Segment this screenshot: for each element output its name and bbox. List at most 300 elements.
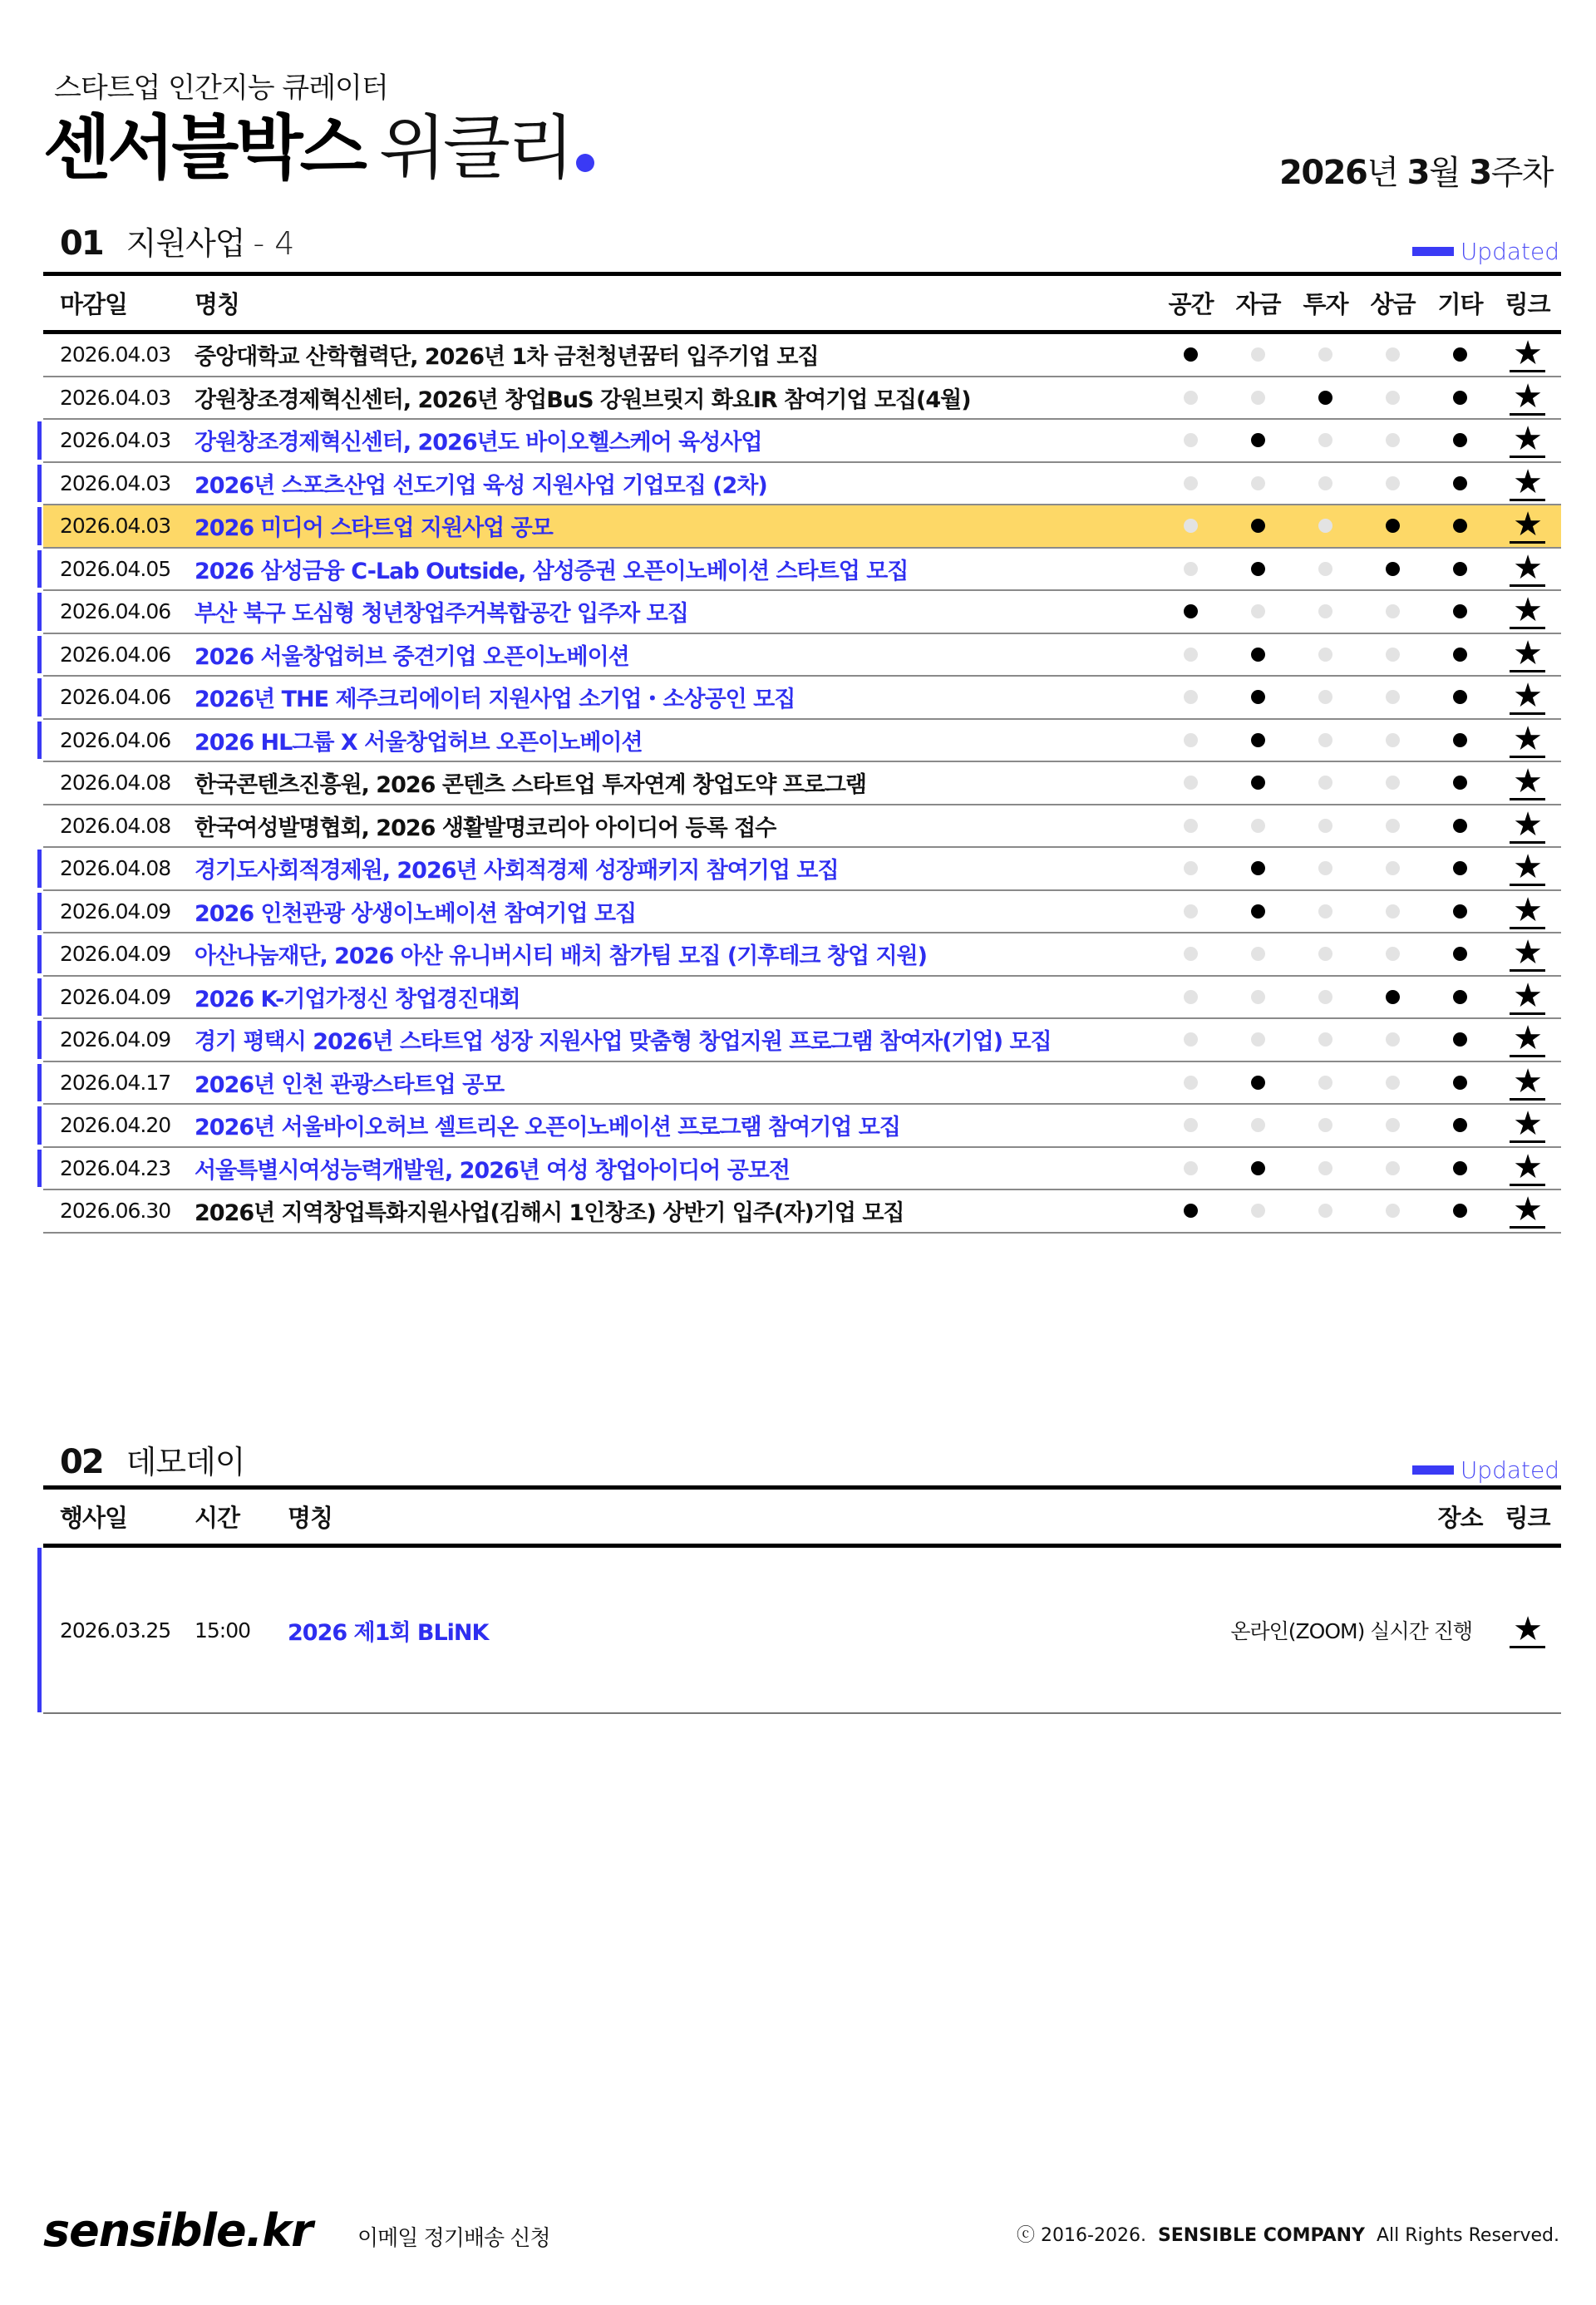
flag-space — [1157, 562, 1224, 576]
star-link-icon[interactable]: ★ — [1510, 380, 1545, 416]
flag-prize — [1359, 347, 1426, 362]
star-link-icon[interactable]: ★ — [1510, 1150, 1545, 1186]
program-name[interactable]: 경기 평택시 2026년 스타트업 성장 지원사업 맞춤형 창업지원 프로그램 참여자(기업) 모집 — [195, 1029, 1052, 1056]
deadline-date: 2026.04.20 — [60, 1113, 171, 1138]
empty-dot-icon — [1386, 1032, 1400, 1047]
program-name[interactable]: 2026년 지역창업특화지원사업(김해시 1인창조) 상반기 입주(자)기업 모집 — [195, 1200, 904, 1227]
table-row — [43, 1148, 1561, 1191]
deadline-date: 2026.04.17 — [60, 1070, 171, 1095]
star-link-icon[interactable]: ★ — [1510, 850, 1545, 886]
empty-dot-icon — [1184, 519, 1198, 533]
flag-space — [1157, 1161, 1224, 1175]
star-link-icon[interactable]: ★ — [1510, 1193, 1545, 1229]
filled-dot-icon — [1251, 519, 1265, 533]
deadline-date: 2026.04.09 — [60, 942, 171, 967]
filled-dot-icon — [1453, 562, 1467, 576]
table-row — [43, 720, 1561, 763]
flag-space — [1157, 648, 1224, 662]
program-name[interactable]: 2026 인천관광 상생이노베이션 참여기업 모집 — [195, 900, 637, 927]
flag-fund — [1224, 391, 1292, 405]
empty-dot-icon — [1318, 1118, 1332, 1132]
empty-dot-icon — [1386, 947, 1400, 961]
empty-dot-icon — [1318, 776, 1332, 790]
star-link-icon[interactable]: ★ — [1510, 679, 1545, 715]
flag-prize — [1359, 904, 1426, 919]
star-link-icon[interactable]: ★ — [1510, 808, 1545, 844]
empty-dot-icon — [1318, 604, 1332, 618]
flag-prize — [1359, 519, 1426, 533]
flag-space — [1157, 776, 1224, 790]
table-row — [43, 377, 1561, 421]
flag-space — [1157, 1204, 1224, 1218]
star-link-icon[interactable]: ★ — [1510, 465, 1545, 501]
filled-dot-icon — [1251, 433, 1265, 447]
empty-dot-icon — [1318, 347, 1332, 362]
deadline-date: 2026.04.03 — [60, 428, 171, 453]
star-link-icon[interactable]: ★ — [1510, 593, 1545, 629]
program-name[interactable]: 2026년 인천 관광스타트업 공모 — [195, 1071, 505, 1098]
section-demoday-heading — [60, 1436, 245, 1482]
flag-invest — [1292, 648, 1359, 662]
table-row — [43, 549, 1561, 592]
table-row — [43, 334, 1561, 377]
event-date: 2026.03.25 — [60, 1618, 171, 1643]
flag-etc — [1426, 1032, 1494, 1047]
star-link-icon[interactable]: ★ — [1510, 422, 1545, 458]
filled-dot-icon — [1251, 648, 1265, 662]
flag-prize — [1359, 1161, 1426, 1175]
flag-invest — [1292, 1076, 1359, 1090]
deadline-date: 2026.04.09 — [60, 899, 171, 923]
flag-etc — [1426, 990, 1494, 1004]
section-number: 02 — [60, 1443, 103, 1481]
empty-dot-icon — [1184, 690, 1198, 704]
empty-dot-icon — [1251, 1204, 1265, 1218]
filled-dot-icon — [1453, 819, 1467, 833]
flag-etc — [1426, 690, 1494, 704]
page-title — [43, 106, 594, 190]
empty-dot-icon — [1251, 819, 1265, 833]
table-row — [43, 420, 1561, 463]
flag-fund — [1224, 433, 1292, 447]
flag-prize — [1359, 819, 1426, 833]
program-name[interactable]: 2026 삼성금융 C-Lab Outside, 삼성증권 오픈이노베이션 스타트업 모집 — [195, 558, 909, 584]
filled-dot-icon — [1318, 391, 1332, 405]
flag-prize — [1359, 733, 1426, 747]
star-link-icon[interactable]: ★ — [1510, 1022, 1545, 1057]
flag-etc — [1426, 861, 1494, 875]
flag-invest — [1292, 433, 1359, 447]
deadline-date: 2026.04.09 — [60, 984, 171, 1009]
demoday-table-header: 행사일 시간 명칭 장소 링크 — [60, 1504, 1550, 1532]
filled-dot-icon — [1453, 690, 1467, 704]
flag-invest — [1292, 776, 1359, 790]
empty-dot-icon — [1318, 861, 1332, 875]
filled-dot-icon — [1386, 990, 1400, 1004]
flag-fund — [1224, 1118, 1292, 1132]
flag-invest — [1292, 861, 1359, 875]
flag-prize — [1359, 690, 1426, 704]
star-link-icon[interactable]: ★ — [1510, 1107, 1545, 1143]
support-table — [43, 272, 1561, 1234]
deadline-date: 2026.04.23 — [60, 1155, 171, 1180]
program-name[interactable]: 강원창조경제혁신센터, 2026년 창업BuS 강원브릿지 화요IR 참여기업 모집(4월) — [195, 387, 971, 413]
deadline-date: 2026.04.08 — [60, 856, 171, 881]
filled-dot-icon — [1184, 604, 1198, 618]
week-number: 3 — [1469, 154, 1491, 192]
table-row — [43, 933, 1561, 977]
empty-dot-icon — [1318, 733, 1332, 747]
deadline-date: 2026.04.08 — [60, 813, 171, 838]
filled-dot-icon — [1453, 733, 1467, 747]
empty-dot-icon — [1318, 562, 1332, 576]
event-place: 온라인(ZOOM) 실시간 진행 — [1230, 1619, 1472, 1643]
empty-dot-icon — [1184, 733, 1198, 747]
filled-dot-icon — [1453, 391, 1467, 405]
empty-dot-icon — [1318, 648, 1332, 662]
table-row — [43, 1019, 1561, 1062]
title-light: 위클리 — [378, 107, 572, 189]
flag-prize — [1359, 604, 1426, 618]
flag-invest — [1292, 904, 1359, 919]
subtitle: 스타트업 인간지능 큐레이터 — [54, 71, 388, 105]
empty-dot-icon — [1184, 476, 1198, 490]
flag-space — [1157, 347, 1224, 362]
deadline-date: 2026.06.30 — [60, 1199, 171, 1224]
program-name[interactable]: 2026 K-기업가정신 창업경진대회 — [195, 986, 520, 1012]
flag-fund — [1224, 776, 1292, 790]
program-name[interactable]: 2026 미디어 스타트업 지원사업 공모 — [195, 515, 553, 542]
star-link-icon[interactable]: ★ — [1510, 722, 1545, 758]
flag-etc — [1426, 1161, 1494, 1175]
flag-prize — [1359, 990, 1426, 1004]
flag-fund — [1224, 947, 1292, 961]
empty-dot-icon — [1184, 562, 1198, 576]
star-link-icon[interactable]: ★ — [1510, 337, 1545, 372]
empty-dot-icon — [1318, 690, 1332, 704]
company-name: SENSIBLE COMPANY — [1157, 2225, 1365, 2246]
copyright: ⓒ 2016-2026. SENSIBLE COMPANY All Rights Reserved. — [1017, 2225, 1559, 2246]
empty-dot-icon — [1318, 433, 1332, 447]
section-name: 지원사업 — [126, 225, 245, 262]
filled-dot-icon — [1453, 947, 1467, 961]
section-support-heading — [60, 218, 294, 263]
flag-space — [1157, 604, 1224, 618]
empty-dot-icon — [1386, 476, 1400, 490]
flag-prize — [1359, 1118, 1426, 1132]
flag-invest — [1292, 519, 1359, 533]
empty-dot-icon — [1318, 519, 1332, 533]
filled-dot-icon — [1184, 347, 1198, 362]
deadline-date: 2026.04.03 — [60, 470, 171, 495]
flag-invest — [1292, 819, 1359, 833]
footer-logo[interactable]: sensible.kr — [43, 2204, 313, 2257]
flag-space — [1157, 1032, 1224, 1047]
program-name[interactable]: 2026년 스포츠산업 선도기업 육성 지원사업 기업모집 (2차) — [195, 472, 767, 499]
program-name[interactable]: 한국여성발명협회, 2026 생활발명코리아 아이디어 등록 접수 — [195, 815, 776, 841]
deadline-date: 2026.04.06 — [60, 685, 171, 710]
empty-dot-icon — [1318, 1204, 1332, 1218]
subscribe-link[interactable]: 이메일 정기배송 신청 — [357, 2226, 550, 2251]
filled-dot-icon — [1251, 1076, 1265, 1090]
program-name[interactable]: 한국콘텐츠진흥원, 2026 콘텐츠 스타트업 투자연계 창업도약 프로그램 — [195, 772, 867, 799]
filled-dot-icon — [1453, 1032, 1467, 1047]
flag-fund — [1224, 1076, 1292, 1090]
empty-dot-icon — [1251, 347, 1265, 362]
empty-dot-icon — [1386, 391, 1400, 405]
empty-dot-icon — [1184, 1161, 1198, 1175]
table-row — [43, 762, 1561, 805]
star-link-icon[interactable]: ★ — [1510, 979, 1545, 1015]
flag-etc — [1426, 904, 1494, 919]
flag-invest — [1292, 347, 1359, 362]
flag-prize — [1359, 861, 1426, 875]
star-link-icon[interactable]: ★ — [1510, 765, 1545, 800]
empty-dot-icon — [1386, 1204, 1400, 1218]
deadline-date: 2026.04.05 — [60, 556, 171, 581]
empty-dot-icon — [1184, 1118, 1198, 1132]
table-row — [43, 677, 1561, 720]
flag-fund — [1224, 604, 1292, 618]
flag-space — [1157, 904, 1224, 919]
flag-fund — [1224, 1032, 1292, 1047]
empty-dot-icon — [1386, 347, 1400, 362]
table-row — [43, 1062, 1561, 1106]
section-count: - 4 — [253, 225, 295, 262]
empty-dot-icon — [1318, 904, 1332, 919]
program-name[interactable]: 2026 HL그룹 X 서울창업허브 오픈이노베이션 — [195, 729, 643, 756]
filled-dot-icon — [1251, 690, 1265, 704]
empty-dot-icon — [1386, 433, 1400, 447]
empty-dot-icon — [1318, 819, 1332, 833]
program-name[interactable]: 경기도사회적경제원, 2026년 사회적경제 성장패키지 참여기업 모집 — [195, 858, 839, 884]
empty-dot-icon — [1386, 1161, 1400, 1175]
empty-dot-icon — [1318, 990, 1332, 1004]
updated-legend: Updated — [1412, 238, 1559, 265]
flag-fund — [1224, 990, 1292, 1004]
flag-space — [1157, 433, 1224, 447]
filled-dot-icon — [1453, 776, 1467, 790]
filled-dot-icon — [1453, 1204, 1467, 1218]
flag-fund — [1224, 562, 1292, 576]
star-link-icon[interactable]: ★ — [1510, 551, 1545, 587]
flag-fund — [1224, 347, 1292, 362]
star-link-icon[interactable]: ★ — [1510, 1613, 1545, 1648]
flag-fund — [1224, 648, 1292, 662]
empty-dot-icon — [1386, 1076, 1400, 1090]
filled-dot-icon — [1386, 562, 1400, 576]
flag-invest — [1292, 1161, 1359, 1175]
empty-dot-icon — [1184, 391, 1198, 405]
table-row — [43, 848, 1561, 891]
empty-dot-icon — [1184, 861, 1198, 875]
flag-space — [1157, 947, 1224, 961]
star-link-icon[interactable]: ★ — [1510, 894, 1545, 929]
flag-prize — [1359, 648, 1426, 662]
flag-etc — [1426, 733, 1494, 747]
empty-dot-icon — [1386, 604, 1400, 618]
star-link-icon[interactable]: ★ — [1510, 637, 1545, 672]
filled-dot-icon — [1453, 347, 1467, 362]
filled-dot-icon — [1184, 1204, 1198, 1218]
flag-invest — [1292, 947, 1359, 961]
flag-etc — [1426, 648, 1494, 662]
table-row — [43, 805, 1561, 849]
table-row — [43, 1190, 1561, 1234]
flag-prize — [1359, 1076, 1426, 1090]
table-row — [43, 1105, 1561, 1148]
flag-invest — [1292, 1118, 1359, 1132]
empty-dot-icon — [1184, 648, 1198, 662]
program-name[interactable]: 서울특별시여성능력개발원, 2026년 여성 창업아이디어 공모전 — [195, 1157, 790, 1184]
flag-prize — [1359, 776, 1426, 790]
program-name[interactable]: 2026년 서울바이오허브 셀트리온 오픈이노베이션 프로그램 참여기업 모집 — [195, 1115, 900, 1141]
program-name[interactable]: 아산나눔재단, 2026 아산 유니버시티 배치 참가팀 모집 (기후테크 창업 지원) — [195, 943, 927, 970]
flag-fund — [1224, 1161, 1292, 1175]
program-name[interactable]: 강원창조경제혁신센터, 2026년도 바이오헬스케어 육성사업 — [195, 430, 762, 456]
flag-space — [1157, 861, 1224, 875]
table-row — [43, 463, 1561, 506]
filled-dot-icon — [1453, 476, 1467, 490]
filled-dot-icon — [1251, 562, 1265, 576]
flag-etc — [1426, 433, 1494, 447]
table-row — [43, 977, 1561, 1020]
filled-dot-icon — [1251, 904, 1265, 919]
flag-prize — [1359, 562, 1426, 576]
event-name[interactable]: 2026 제1회 BLiNK — [288, 1619, 489, 1646]
filled-dot-icon — [1453, 1118, 1467, 1132]
flag-etc — [1426, 1076, 1494, 1090]
empty-dot-icon — [1386, 819, 1400, 833]
deadline-date: 2026.04.03 — [60, 385, 171, 410]
empty-dot-icon — [1251, 604, 1265, 618]
week-year: 2026 — [1278, 154, 1367, 192]
flag-prize — [1359, 391, 1426, 405]
empty-dot-icon — [1251, 391, 1265, 405]
filled-dot-icon — [1453, 990, 1467, 1004]
star-link-icon[interactable]: ★ — [1510, 508, 1545, 544]
flag-space — [1157, 690, 1224, 704]
table-row — [43, 1548, 1561, 1714]
week-month: 3 — [1406, 154, 1430, 192]
flag-prize — [1359, 947, 1426, 961]
deadline-date: 2026.04.09 — [60, 1027, 171, 1052]
title-dot-icon — [576, 154, 594, 172]
filled-dot-icon — [1453, 648, 1467, 662]
flag-fund — [1224, 690, 1292, 704]
flag-space — [1157, 391, 1224, 405]
deadline-date: 2026.04.03 — [60, 342, 171, 367]
empty-dot-icon — [1184, 433, 1198, 447]
star-link-icon[interactable]: ★ — [1510, 1065, 1545, 1101]
flag-fund — [1224, 476, 1292, 490]
filled-dot-icon — [1453, 861, 1467, 875]
program-name[interactable]: 2026 서울창업허브 중견기업 오픈이노베이션 — [195, 643, 629, 670]
filled-dot-icon — [1453, 604, 1467, 618]
flag-invest — [1292, 990, 1359, 1004]
flag-etc — [1426, 562, 1494, 576]
empty-dot-icon — [1184, 819, 1198, 833]
flag-space — [1157, 733, 1224, 747]
star-link-icon[interactable]: ★ — [1510, 936, 1545, 972]
updated-swatch-icon — [1412, 247, 1454, 256]
flag-fund — [1224, 861, 1292, 875]
empty-dot-icon — [1318, 1032, 1332, 1047]
flag-invest — [1292, 604, 1359, 618]
flag-space — [1157, 819, 1224, 833]
flag-prize — [1359, 1204, 1426, 1218]
title-bold: 센서블박스 — [43, 107, 364, 189]
flag-invest — [1292, 690, 1359, 704]
updated-swatch-icon — [1412, 1465, 1454, 1475]
filled-dot-icon — [1453, 1161, 1467, 1175]
updated-legend: Updated — [1412, 1456, 1559, 1484]
filled-dot-icon — [1251, 861, 1265, 875]
demoday-rows — [43, 1548, 1561, 1714]
flag-etc — [1426, 1118, 1494, 1132]
empty-dot-icon — [1184, 904, 1198, 919]
flag-space — [1157, 1076, 1224, 1090]
empty-dot-icon — [1386, 861, 1400, 875]
flag-invest — [1292, 476, 1359, 490]
flag-etc — [1426, 476, 1494, 490]
filled-dot-icon — [1251, 1161, 1265, 1175]
empty-dot-icon — [1318, 1161, 1332, 1175]
section-name: 데모데이 — [126, 1444, 245, 1480]
empty-dot-icon — [1318, 476, 1332, 490]
support-table-header: 마감일 명칭 공간 자금 투자 상금 기타 링크 — [60, 290, 1550, 318]
flag-prize — [1359, 476, 1426, 490]
flag-etc — [1426, 1204, 1494, 1218]
empty-dot-icon — [1251, 476, 1265, 490]
support-rows — [43, 334, 1561, 1234]
section-number: 01 — [60, 224, 103, 263]
program-name[interactable]: 2026년 THE 제주크리에이터 지원사업 소기업・소상공인 모집 — [195, 687, 796, 713]
empty-dot-icon — [1251, 1118, 1265, 1132]
table-row — [43, 591, 1561, 634]
deadline-date: 2026.04.06 — [60, 599, 171, 624]
flag-etc — [1426, 391, 1494, 405]
flag-fund — [1224, 733, 1292, 747]
flag-etc — [1426, 947, 1494, 961]
empty-dot-icon — [1251, 947, 1265, 961]
empty-dot-icon — [1386, 1118, 1400, 1132]
empty-dot-icon — [1184, 990, 1198, 1004]
empty-dot-icon — [1386, 904, 1400, 919]
flag-invest — [1292, 391, 1359, 405]
empty-dot-icon — [1184, 1076, 1198, 1090]
filled-dot-icon — [1251, 776, 1265, 790]
flag-etc — [1426, 776, 1494, 790]
program-name[interactable]: 부산 북구 도심형 청년창업주거복합공간 입주자 모집 — [195, 601, 688, 628]
empty-dot-icon — [1318, 1076, 1332, 1090]
flag-etc — [1426, 604, 1494, 618]
empty-dot-icon — [1386, 733, 1400, 747]
table-row — [43, 634, 1561, 677]
flag-space — [1157, 1118, 1224, 1132]
flag-fund — [1224, 519, 1292, 533]
empty-dot-icon — [1386, 648, 1400, 662]
empty-dot-icon — [1386, 776, 1400, 790]
filled-dot-icon — [1453, 519, 1467, 533]
program-name[interactable]: 중앙대학교 산학협력단, 2026년 1차 금천청년꿈터 입주기업 모집 — [195, 344, 819, 371]
deadline-date: 2026.04.08 — [60, 771, 171, 795]
flag-invest — [1292, 1204, 1359, 1218]
flag-etc — [1426, 347, 1494, 362]
flag-space — [1157, 476, 1224, 490]
flag-etc — [1426, 819, 1494, 833]
table-row — [43, 505, 1561, 549]
